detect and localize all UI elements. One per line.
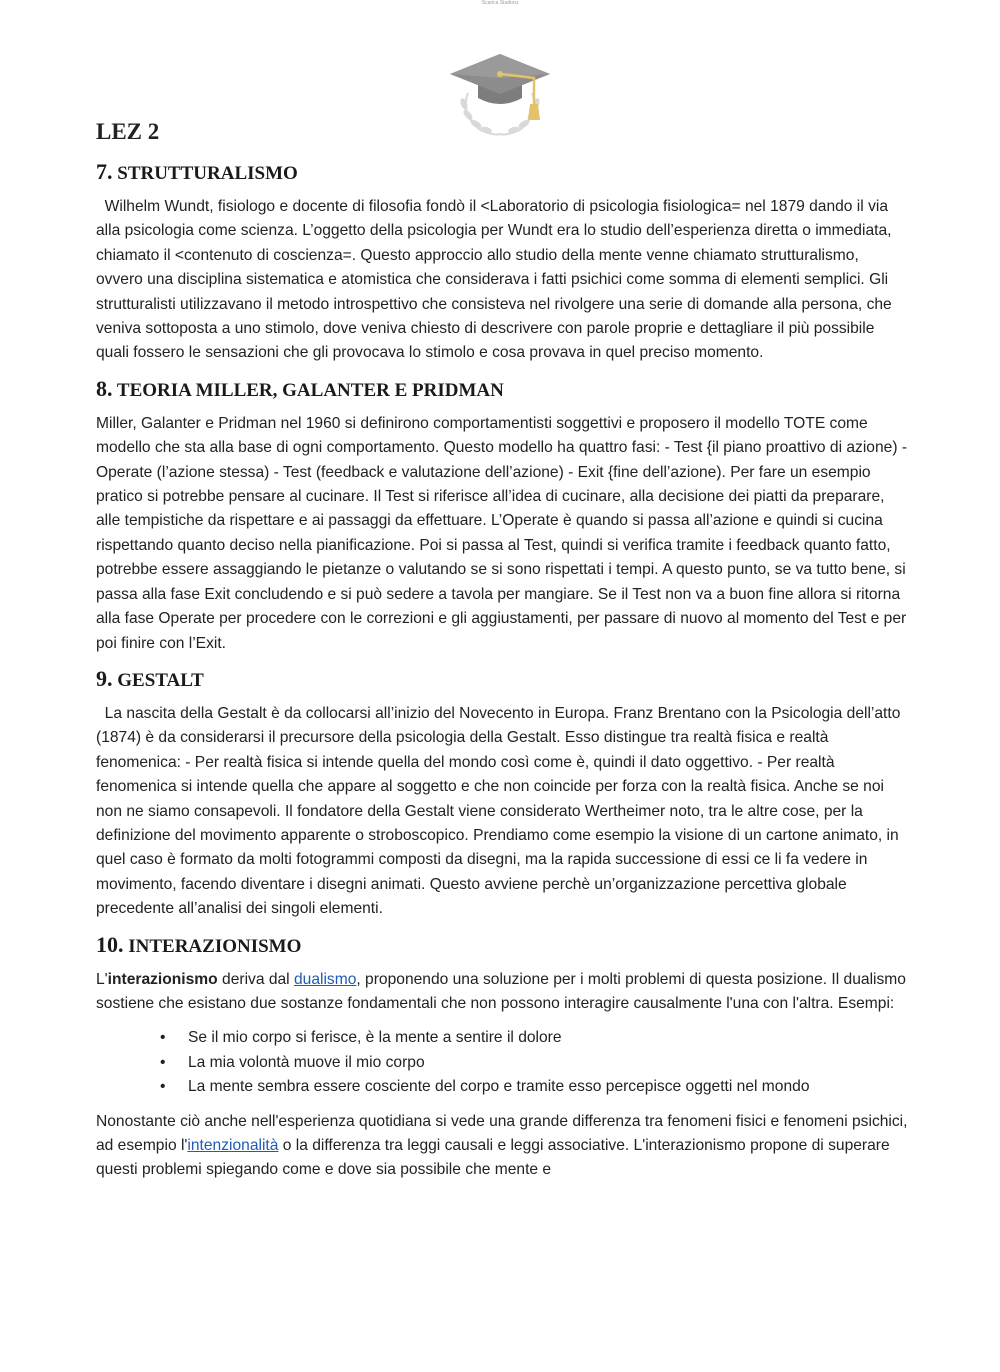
top-watermark-text: Scarica Studocu bbox=[481, 0, 519, 6]
paragraph-gestalt: La nascita della Gestalt è da collocarsi all’inizio del Novecento in Europa. Franz Brentano con la Psicologia dell’atto (1874) è da considerarsi il precursore della psicologia della Gestalt. Esso distingue tra realtà fisica e realtà fenomenica: - Per realtà fisica si intende quella del mondo così come è, quindi il dato oggettivo. - Per realtà fenomenica si intende quella che appare al soggetto e che non coincide per forza con la realtà fisica. Anche se noi non ne siamo consapevoli. Il fondatore della Gestalt viene considerato Wertheimer noto, tra le altre cose, per la definizione del movimento apparente o stroboscopico. Prendiamo come esempio la visione di un cartone animato, in quel caso è formato da molti fotogrammi composti da disegni, ma la rapida successione di essi ce li fa vedere in movimento, facendo diventare i disegni animati. Questo avviene perchè un’organizzazione percettiva globale precedente all’analisi dei singoli elementi. bbox=[96, 704, 901, 918]
section-number: 8. bbox=[96, 375, 113, 401]
section-number: 7. bbox=[96, 159, 113, 184]
list-item-text: Se il mio corpo si ferisce, è la mente a sentire il dolore bbox=[188, 1029, 562, 1047]
text-segment: L' bbox=[96, 970, 108, 988]
bullet-icon: • bbox=[160, 1029, 166, 1047]
list-item-text: La mente sembra essere cosciente del corpo e tramite esso percepisce oggetti nel mondo bbox=[188, 1078, 810, 1096]
section-title: INTERAZIONISMO bbox=[128, 935, 302, 957]
bold-term: interazionismo bbox=[107, 970, 218, 988]
list-item bbox=[160, 1026, 908, 1050]
page-title: LEZ 2 bbox=[96, 119, 160, 144]
section-heading-gestalt bbox=[96, 664, 908, 696]
document-body bbox=[96, 115, 908, 1191]
paragraph-strutturalismo: Wilhelm Wundt, fisiologo e docente di filosofia fondò il <Laboratorio di psicologia fisiologica= nel 1879 dando il via alla psicologia come scienza. L’oggetto della psicologia per Wundt era lo studio dell’esperienza diretta o immediata, chiamato il <contenuto di coscienza=. Questo approccio allo studio della mente venne chiamato strutturalismo, ovvero una disciplina sistematica e atomistica che considerava i fatti psichici come somma di elementi semplici. Gli strutturalisti utilizzavano il metodo introspettivo che consisteva nel rivolgere una serie di domande alla persona, che veniva sottoposta a uno stimolo, dove veniva chiesto di descrivere con parole proprie e dettagliare il più possibile quali fossero le sensazioni che gli provocava lo stimolo e cosa provava in quel preciso momento. bbox=[96, 198, 892, 362]
list-item-text: La mia volontà muove il mio corpo bbox=[188, 1053, 425, 1071]
section-heading-teoria-miller bbox=[96, 374, 908, 406]
text-segment: , proponendo una soluzione per i molti problemi di questa posizione. Il dualismo sostiene che esistano due sostanze fondamentali che non possono interagire causalmente l'una con l'altra. Esempi: bbox=[96, 970, 906, 1012]
text-segment: Nonostante ciò anche nell'esperienza quotidiana si vede una grande differenza tra fenomeni fisici e fenomeni psichici, ad esempio l' bbox=[96, 1112, 908, 1154]
paragraph-interazionismo-intro bbox=[96, 968, 908, 1017]
text-segment: deriva dal bbox=[217, 970, 294, 988]
paragraph-teoria-miller: Miller, Galanter e Pridman nel 1960 si definirono comportamentisti soggettivi e proposero il modello TOTE come modello che sta alla base di ogni comportamento. Questo modello ha quattro fasi: - Test {il piano proattivo di azione) - Operate (l’azione stessa) - Test (feedback e valutazione dell’azione) - Exit {fine dell’azione). Per fare un esempio pratico si potrebbe pensare al cucinare. Il Test si riferisce all’idea di cucinare, alla decisione dei piatti da preparare, alle tempistiche da rispettare e ai passaggi da effettuare. L’Operate è quando si passa all’azione e quindi si cucina rispettando quanto deciso nella pianificazione. Poi si passa al Test, quindi si verifica tramite i feedback quanto fatto, potrebbe essere assaggiando le pietanze o valutando se si sono rispettati i tempi. A questo punto, se va tutto bene, si passa alla fase Exit concludendo e si può sedere a tavola per mangiare. Se il Test non va a buon fine allora si ritorna alla fase Operate per procedere con le correzioni e gli aggiustamenti, per passare di nuovo al momento del Test e per poi finire con l’Exit. bbox=[96, 414, 908, 652]
section-heading-interazionismo bbox=[96, 930, 908, 962]
text-segment: o la differenza tra leggi causali e leggi associative. L'interazionismo propone di superare questi problemi spiegando come e dove sia possibile che mente e bbox=[96, 1137, 890, 1179]
section-number: 9. bbox=[96, 665, 113, 691]
bullet-icon: • bbox=[160, 1078, 166, 1096]
section-title: STRUTTURALISMO bbox=[117, 163, 298, 184]
section-title: TEORIA MILLER, GALANTER E PRIDMAN bbox=[116, 379, 504, 401]
section-title: GESTALT bbox=[117, 669, 204, 691]
dualismo-link[interactable]: dualismo bbox=[293, 970, 357, 988]
list-item bbox=[160, 1075, 908, 1099]
list-item bbox=[160, 1051, 908, 1075]
examples-list bbox=[96, 1026, 908, 1099]
intenzionalita-link[interactable]: intenzionalità bbox=[187, 1137, 279, 1154]
section-heading-strutturalismo bbox=[96, 157, 908, 189]
section-number: 10. bbox=[96, 931, 124, 957]
bullet-icon: • bbox=[160, 1053, 166, 1071]
paragraph-interazionismo-continued bbox=[96, 1110, 908, 1183]
